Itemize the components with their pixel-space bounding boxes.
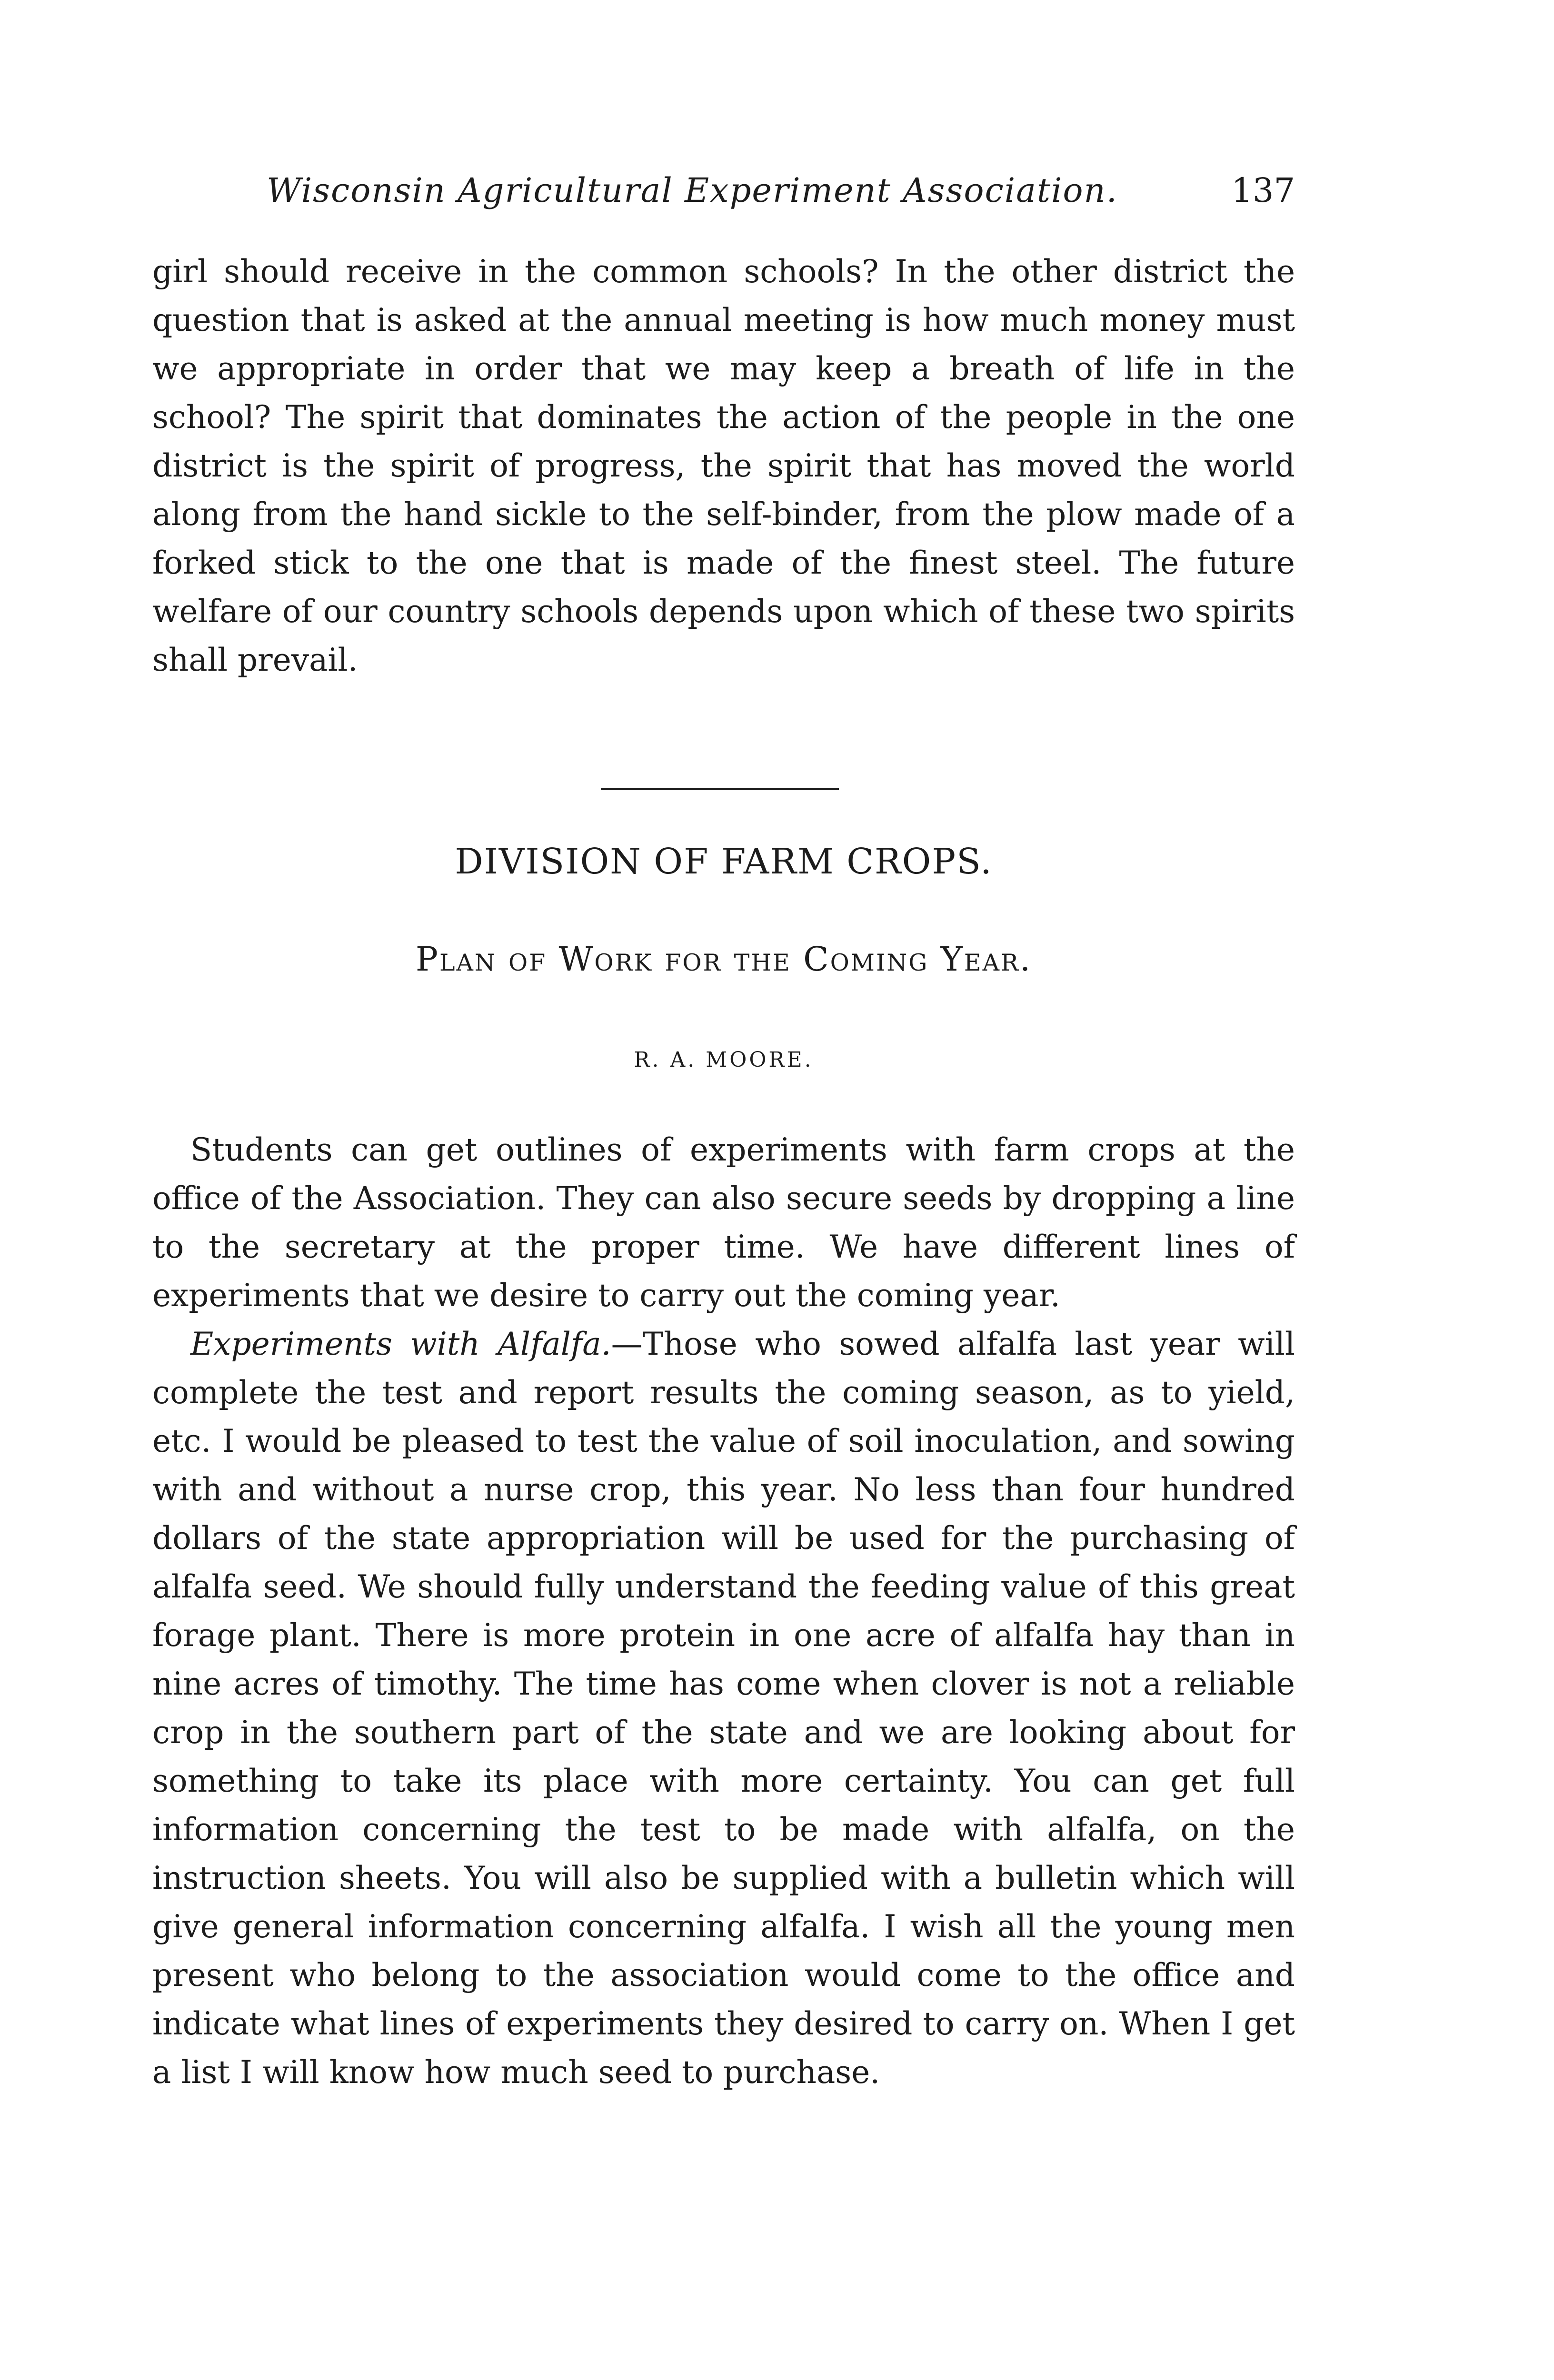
opening-paragraph: girl should receive in the common schools? In the other district the question that is asked at the annual meeting is how much money must we appropriate in order that we may keep a breath of life in the school? The spirit that dominates the action of the people in the one district is the spirit of progress, the spirit that has moved the world along from the hand sickle to the self-binder, from the plow made of a forked stick to the one that is made of the finest steel. The future welfare of our country schools depends upon which of these two spirits shall prevail. xyxy=(152,253,1295,678)
section-divider-rule xyxy=(601,788,839,790)
section-text-block xyxy=(152,1126,1295,2097)
author-byline: R. A. MOORE. xyxy=(634,1048,814,1072)
running-head-title: Wisconsin Agricultural Experiment Association. xyxy=(267,171,1118,210)
alfalfa-paragraph-body: —Those who sowed alfalfa last year will complete the test and report results the coming season, as to yield, etc. I would be pleased to test the value of soil inoculation, and sowing with and without a nurse crop, this year. No less than four hundred dollars of the state appropriation will be used for the purchasing of alfalfa seed. We should fully understand the feeding value of this great forage plant. There is more protein in one acre of alfalfa hay than in nine acres of timothy. The time has come when clover is not a reliable crop in the southern part of the state and we are looking about for something to take its place with more certainty. You can get full information concerning the test to be made with alfalfa, on the instruction sheets. You will also be supplied with a bulletin which will give general information concerning alfalfa. I wish all the young men present who belong to the association would come to the office and indicate what lines of experiments they desired to carry on. When I get a list I will know how much seed to purchase. xyxy=(152,1326,1295,2091)
alfalfa-paragraph xyxy=(152,1320,1295,2097)
running-head xyxy=(267,162,1295,219)
page-number: 137 xyxy=(1231,171,1295,210)
opening-text-block xyxy=(152,248,1295,684)
division-heading: DIVISION OF FARM CROPS. xyxy=(455,841,993,882)
intro-paragraph: Students can get outlines of experiments with farm crops at the office of the Association. They can also secure seeds by dropping a line to the secretary at the proper time. We have different lines of experiments that we desire to carry out the coming year. xyxy=(152,1131,1295,1314)
plan-of-work-subheading: Plan of Work for the Coming Year. xyxy=(415,940,1032,979)
alfalfa-paragraph-title: Experiments with Alfalfa. xyxy=(190,1326,611,1362)
